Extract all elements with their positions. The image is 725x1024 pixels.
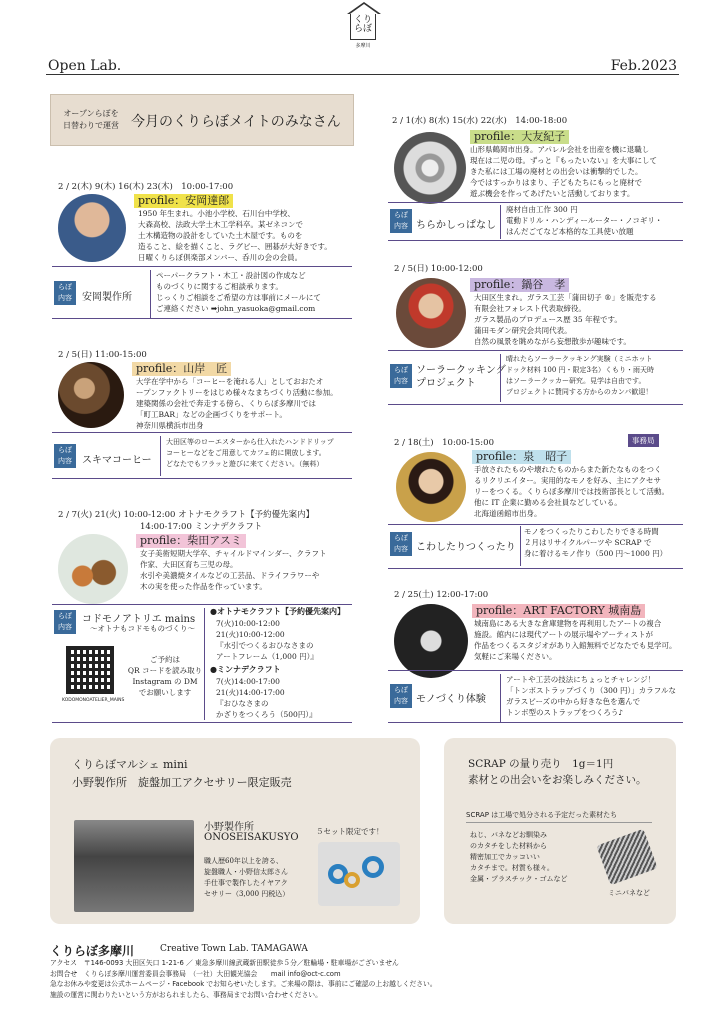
lab-tag: らぼ 内容 [390,209,412,233]
lab-info: 廃材自由工作 300 円 電動ドリル・ハンディールーター・ノコギリ・ はんだごてなど本格的な工具使い放題 [506,205,663,236]
divider [52,722,352,723]
strap-photo [394,604,468,678]
marche-title: くりらぼマルシェ mini [72,758,188,771]
lab-title: スキマコーヒー [82,455,152,466]
qr-caption: KODOMONOATELIER_MAINS [62,698,125,703]
otona-title: ●オトナモクラフト【予約優先案内】 [210,607,345,616]
profile-desc: 城南島にある大きな倉庫建物を再利用したアートの複合 施設。館内には現代アートの展示場やアーティストが 作品をつくるスタジオがあり入館無料でどなたでも見学可。 気軽にご来場ください。 [474,619,677,661]
v-divider [204,608,205,720]
lab-title: 安岡製作所 [82,292,132,303]
craftsman-photo [74,820,194,912]
lab-tag: らぼ 内容 [390,532,412,556]
footer-name-en: Creative Town Lab. TAMAGAWA [160,944,308,954]
portrait-photo [58,362,124,428]
marche-subtitle: 小野製作所 旋盤加工アクセサリー限定販売 [72,776,292,789]
lab-info: モノをつくったりこわしたりできる時間 ２月はリサイクルパーツや SCRAP で 身に着けるモノ作り（500 円〜1000 円） [524,527,668,558]
profile-desc: 手放されたものや壊れたものからまた新たなものをつく るリクリエイター。実用的なモノを好み、主にアクセサ リーをつくる。くりらぼ多摩川では技術部長として活動。 他に IT 企業に勤める会社員などしている。 北海道函館市出身。 [474,465,669,518]
lab-tag: らぼ 内容 [390,684,412,708]
profile-desc: 1950 年生まれ。小池小学校、石川台中学校、 大森高校、法政大学土木工学科卒。某ゼネコンで 土木構造物の設計をしていた土木屋です。ものを 造ること、絵を描くこと、ラグビー、囲碁が大好きです。 日曜くりらぼ倶楽部メンバー、呑川の会の会員。 [138,209,332,262]
v-divider [160,436,161,476]
header-rule [46,74,679,75]
divider [388,350,683,351]
section-date: 2 / 18(土) 10:00-15:00 [394,438,494,448]
minna-info: 7(火)14:00-17:00 21(火)14:00-17:00 『おひなさまの かざりをつくろう（500円）』 [216,677,317,719]
divider [388,202,683,203]
section-date: 2 / 5(日) 11:00-15:00 [58,350,147,360]
v-divider [150,270,151,318]
divider [388,240,683,241]
v-divider [500,205,501,239]
logo-house-icon [350,14,376,40]
divider [388,670,683,671]
footer-info: アクセス 〒146-0093 大田区矢口 1-21-6 ／ 東急多摩川線武蔵新田駅徒歩５分／駐輪場・駐車場がございません お問合せ くりらぼ多摩川運営委員会事務局 （一社）大田観光協会 mail info@oct-c.com 急なお休みや変更は公式ホームページ・Facebook でお知らせいたします。ご来場の際は、事前にご確認の上お越しください。 施設の運営に関わりたいという方がおられましたら、事務局までお問い合わせください。 [50,959,437,999]
qr-text: ご予約は QR コードを読み取り Instagram の DM でお願いします [127,655,203,697]
divider [52,478,352,479]
lab-tag: らぼ 内容 [390,364,412,388]
divider [466,822,652,823]
profile-name: profile：山岸 匠 [132,362,231,376]
profile-desc: 女子美術短期大学卒、チャイルドマインダー、クラフト 作家、大田区育ち三児の母。 水引や美濃焼タイルなどの工芸品、ドライフラワーや 木の実を使った作品を作っています。 [140,549,327,591]
scrap-sub: SCRAP は工場で処分される予定だった素材たち [466,811,618,819]
profile-name: profile：柴田アスミ [136,534,246,548]
scrap-photo [394,132,466,204]
lab-subtitle: ～オトナもコドモものづくり～ [90,624,195,633]
profile-name: profile：安岡達郎 [134,194,233,208]
section-date: 2 / 1(水) 8(水) 15(水) 22(水) 14:00-18:00 [392,116,568,126]
earring-photo [318,842,400,906]
lab-title: ソーラークッキング プロジェクト [416,365,506,389]
section-date: 2 / 2(木) 9(木) 16(木) 23(木) 10:00-17:00 [58,182,234,192]
lab-info: ペーパークラフト・木工・設計図の作成など ものづくりに関するご相談承ります。 じっくりご相談をご希望の方は事前にメールにて ご連絡ください ➡john_yasuoka@gmail.com [156,271,321,313]
v-divider [500,354,501,402]
lab-title: こわしたりつくったり [416,542,516,553]
v-divider [500,674,501,722]
title-box [50,94,354,146]
profile-name: profile：鍋谷 孝 [470,278,569,292]
lab-info: アートや工芸の技法にちょっとチャレンジ！ 「トンボストラップづくり（300 円）」カラフルな ガラスビーズの中から好きな色を選んで トンボ型のストラップをつくろう♪ [506,675,676,717]
lab-title: コドモノアトリエ mains [82,614,196,625]
scrap-subtitle: 素材との出会いをお楽しみください。 [468,774,647,786]
divider [52,318,352,319]
header-left: Open Lab. [48,58,122,74]
logo-sub: 多摩川 [355,43,371,49]
divider [388,524,683,525]
otona-info: 7(火)10:00-12:00 21(火)10:00-12:00 『水引でつくるおひなさまの アートフレーム（1,000 円）』 [216,619,318,661]
lab-title: モノづくり体験 [416,694,486,705]
footer-name: くりらぼ多摩川 [50,944,135,958]
marche-desc: 職人歴60年以上を誇る、 旋盤職人・小野信太郎さん 手仕事で製作したイヤアク セサリー（3,000 円税込） [204,857,290,898]
header-right: Feb.2023 [610,58,677,74]
status-badge: 事務局 [628,434,659,447]
lab-tag: らぼ 内容 [54,281,76,305]
divider [52,604,352,605]
qr-code[interactable] [66,646,114,694]
title-big: 今月のくりらぼメイトのみなさん [131,114,341,130]
lab-tag: らぼ 内容 [54,610,76,634]
profile-desc: 大田区生まれ。ガラス工芸「蒲田切子 ®」を販売する 有限会社フォレスト代表取締役。 ガラス製品のプロデュース歴 35 年程です。 蒲田モダン研究会共同代表。 自然の風景を眺めながら妄想散歩が趣味です。 [474,293,657,346]
company-name: 小野製作所 [204,822,254,833]
lab-info: 晴れたらソーラークッキング実験（ミニホット ドック材料 100 円・限定3名）くもり・雨天時 はソーラークッカー研究。見学は自由です。 プロジェクトに賛同する方からのカンパ歓迎！ [506,355,654,396]
logo [345,14,381,66]
divider [388,404,683,405]
scrap-title: SCRAP の量り売り 1g＝1円 [468,758,614,770]
portrait-photo [396,452,466,522]
lab-info: 大田区等のローエスターから仕入れたハンドドリップ コーヒーなどをご用意してカフェ的に開放します。 どなたでもフラッと遊びに来てください。（無料） [166,438,334,468]
section-date: 2 / 7(火) 21(火) 10:00-12:00 オトナモクラフト【予約優先案内】 [58,510,315,520]
section-date-2: 14:00-17:00 ミンナデクラフト [140,522,263,532]
v-divider [520,526,521,566]
divider [388,722,683,723]
section-date: 2 / 5(日) 10:00-12:00 [394,264,483,274]
profile-name: profile：泉 昭子 [472,450,571,464]
minna-title: ●ミンナデクラフト [210,665,281,674]
divider [388,568,683,569]
profile-desc: 大学在学中から「コーヒーを淹れる人」としておおたオ ープンファクトリーをはじめ様々なまちづくり活動に参加。 建築関係の会社で奔走する傍ら、くりらぼ多摩川では 「町工BAR」などの企画づくりをサポート。 神奈川県横浜市出身 [136,377,338,430]
title-small: オープンらぼを 日替わりで運営 [63,109,119,130]
limit-note: ５セット限定です！ [316,827,384,836]
logo-main: くりらぼ [353,15,372,34]
craft-photo [58,534,128,604]
profile-name: profile：ART FACTORY 城南島 [472,604,645,618]
divider [52,266,352,267]
company-name-en: ONOSEISAKUSYO [204,832,299,843]
scrap-desc: ねじ、バネなどお馴染み のカタチをした材料から 精密加工でカッコいい カタチまで。材質も様々。 金属・プラスチック・ゴムなど [470,831,568,883]
lab-title: ちらかしっぱなし [416,220,496,231]
lab-tag: らぼ 内容 [54,444,76,468]
scrap-caption: ミニバネなど [608,889,650,897]
portrait-photo [396,278,466,348]
profile-name: profile：大友紀子 [470,130,569,144]
portrait-photo [58,194,126,262]
profile-desc: 山形県鶴岡市出身。アパレル会社を出産を機に退職し 現在は二児の母。ずっと『もったいない』を大事にして きた私には工場の廃材との出会いは衝撃的でした。 今ではすっかりはまり、子どもたちにもっと廃材で 遊ぶ機会を作ってあげたいと活動しております。 [470,145,658,198]
divider [52,432,352,433]
section-date: 2 / 25(土) 12:00-17:00 [394,590,489,600]
